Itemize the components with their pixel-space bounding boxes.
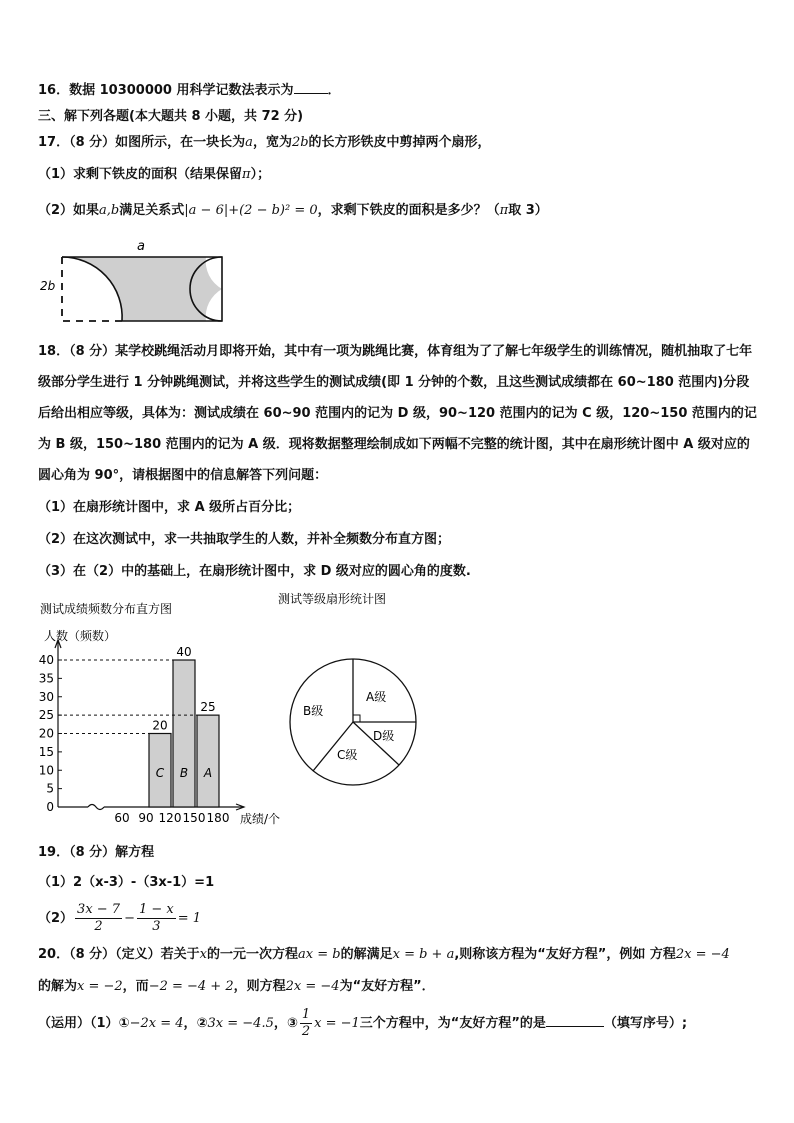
pie-label-a: A级 bbox=[366, 690, 387, 704]
var-2b: 2b bbox=[291, 135, 309, 150]
q19-part2 bbox=[38, 900, 201, 938]
var-ab: a,b bbox=[99, 203, 120, 218]
x-tick-label: 150 bbox=[182, 811, 206, 825]
q20-l3e: （填写序号）; bbox=[603, 1016, 688, 1031]
y-tick-label: 30 bbox=[38, 689, 54, 704]
var-x: x bbox=[199, 947, 208, 962]
equals-one: = 1 bbox=[177, 911, 202, 926]
fraction-half-denominator: 2 bbox=[301, 1024, 311, 1039]
eq-example-2: 2x = −4 bbox=[285, 979, 340, 994]
y-tick-label: 20 bbox=[38, 726, 54, 741]
q19-p2-label: （2） bbox=[38, 911, 74, 926]
q20-l1b: 的一元一次方程 bbox=[207, 947, 299, 962]
q18-part2: （2）在这次测试中，求一共抽取学生的人数，并补全频数分布直方图； bbox=[38, 532, 451, 547]
bar-value-label: 40 bbox=[176, 645, 192, 659]
answer-blank[interactable] bbox=[294, 93, 328, 94]
eq-example: 2x = −4 bbox=[675, 947, 730, 962]
q16-end: ． bbox=[327, 83, 341, 98]
fraction-1-numerator: 3x − 7 bbox=[77, 902, 121, 917]
pie-label-c: C级 bbox=[337, 748, 358, 762]
q18-body: 18．（8 分）某学校跳绳活动月即将开始，其中有一项为跳绳比赛，体育组为了了解七年级学生的训练情况，随机抽取了七年级部分学生进行 1 分钟跳绳测试，并将这些学生的测试成绩(即 1 分钟的个数，且这些测试成绩都在 60~180 范围内)分段后给出相应等级，具体为：测试成绩在 60~90 范围内的记为 D 级，90~120 范围内的记为 C 级，120~150 范围内的记为 B 级，150~180 范围内的记为 A 级．现将数据整理绘制成如下两幅不完整的统计图，其中在扇形统计图中 A 级对应的圆心角为 90°，请根据图中的信息解答下列问题： bbox=[38, 344, 757, 483]
bar-category-label: B bbox=[179, 766, 189, 780]
fraction-half-numerator: 1 bbox=[301, 1007, 311, 1022]
q17-stem-text: 17．（8 分）如图所示，在一块长为 bbox=[38, 135, 246, 150]
minus-sign: − bbox=[124, 911, 135, 926]
q17-part1 bbox=[38, 166, 270, 184]
fig-label-2b: 2b bbox=[40, 279, 56, 293]
q16-text: 16．数据 10300000 用科学记数法表示为 bbox=[38, 83, 294, 98]
eq-x-b-a: x = b + a bbox=[392, 947, 455, 962]
x-tick-label: 90 bbox=[138, 811, 154, 825]
q20-line3 bbox=[38, 1006, 687, 1042]
relation-formula: |a − 6|+(2 − b)² = 0 bbox=[184, 203, 318, 218]
q20-line2 bbox=[38, 978, 435, 996]
histogram-xlabel: 成绩/个 bbox=[240, 812, 281, 826]
q20-l1d: ,则称该方程为“友好方程”，例如 方程 bbox=[454, 947, 676, 962]
eq-check: −2 = −4 + 2 bbox=[148, 979, 234, 994]
bar-category-label: A bbox=[203, 766, 213, 780]
histogram-chart bbox=[30, 598, 300, 833]
q17-p2a: （2）如果 bbox=[38, 203, 100, 218]
q20-l1c: 的解满足 bbox=[340, 947, 393, 962]
fraction-2-numerator: 1 − x bbox=[138, 902, 174, 917]
q20-l3d: 三个方程中，为“友好方程”的是 bbox=[359, 1016, 546, 1031]
q18-part1: （1）在扇形统计图中，求 A 级所占百分比； bbox=[38, 500, 301, 515]
bar-value-label: 20 bbox=[152, 718, 168, 733]
right-angle-mark bbox=[353, 715, 360, 722]
bar-B bbox=[173, 660, 195, 807]
q17-p2b: 满足关系式 bbox=[119, 203, 185, 218]
x-tick-label: 60 bbox=[114, 811, 130, 825]
q20-l2a: 的解为 bbox=[38, 979, 78, 994]
eq-1: −2x = 4 bbox=[129, 1016, 184, 1031]
q17-part2 bbox=[38, 202, 548, 220]
pie-label-d: D级 bbox=[373, 729, 395, 743]
q20-l2b: ，而 bbox=[122, 979, 149, 994]
y-tick-label: 5 bbox=[46, 781, 54, 796]
y-tick-label: 35 bbox=[38, 671, 54, 686]
q16-line bbox=[38, 82, 341, 100]
eq-solution: x = −2 bbox=[77, 979, 123, 994]
histogram-ylabel: 人数（频数） bbox=[44, 629, 117, 643]
fraction-1-denominator: 2 bbox=[94, 919, 103, 934]
pi-symbol: π bbox=[242, 167, 251, 182]
bar-A bbox=[197, 715, 219, 807]
q18-part3: （3）在（2）中的基础上，在扇形统计图中，求 D 级对应的圆心角的度数. bbox=[38, 564, 471, 579]
eq-2: 3x = −4.5 bbox=[207, 1016, 274, 1031]
eq-3: x = −1 bbox=[314, 1016, 360, 1031]
x-tick-label: 180 bbox=[206, 811, 230, 825]
q17-figure bbox=[36, 235, 236, 330]
q17-p2c: ，求剩下铁皮的面积是多少？（ bbox=[317, 203, 500, 218]
section-heading: 三、解下列各题(本大题共 8 小题，共 72 分) bbox=[38, 109, 304, 124]
q17-p2d: 取 3） bbox=[508, 203, 548, 218]
q20-l2d: 为“友好方程”． bbox=[339, 979, 435, 994]
answer-blank-2[interactable] bbox=[546, 1026, 604, 1027]
pie-title: 测试等级扇形统计图 bbox=[278, 592, 387, 606]
shaded-region bbox=[62, 257, 222, 321]
y-tick-label: 40 bbox=[38, 653, 54, 667]
fraction-2 bbox=[137, 902, 176, 935]
fig-label-a: a bbox=[137, 239, 145, 254]
fraction-2-denominator: 3 bbox=[152, 919, 161, 934]
y-tick-label: 0 bbox=[46, 800, 54, 814]
q20-l2c: ，则方程 bbox=[233, 979, 286, 994]
q20-l1a: 20．（8 分）（定义）若关于 bbox=[38, 947, 200, 962]
bar-category-label: C bbox=[155, 766, 165, 780]
q20-line1 bbox=[38, 946, 730, 964]
histogram-bars bbox=[58, 645, 219, 807]
q20-l3b: ，② bbox=[183, 1016, 208, 1031]
axis-break bbox=[88, 805, 104, 810]
q17-mid: ，宽为 bbox=[252, 135, 292, 150]
y-tick-label: 15 bbox=[38, 744, 54, 759]
q17-p1a: （1）求剩下铁皮的面积（结果保留 bbox=[38, 167, 243, 182]
histogram-title: 测试成绩频数分布直方图 bbox=[40, 602, 173, 616]
fraction-1 bbox=[75, 902, 122, 935]
q17-stem bbox=[38, 134, 491, 152]
x-tick-label: 120 bbox=[158, 811, 182, 825]
q19-part1: （1）2（x-3）-（3x-1）=1 bbox=[38, 875, 215, 890]
q20-l3c: ，③ bbox=[273, 1016, 298, 1031]
fraction-half bbox=[300, 1007, 312, 1040]
bar-value-label: 25 bbox=[200, 700, 216, 715]
pie-label-b: B级 bbox=[303, 704, 324, 718]
var-a: a bbox=[245, 135, 253, 150]
q17-p1b: ）； bbox=[250, 167, 271, 182]
q17-tail: 的长方形铁皮中剪掉两个扇形， bbox=[308, 135, 491, 150]
pie-radius-lower-left bbox=[313, 722, 353, 771]
pi-symbol-2: π bbox=[499, 203, 509, 218]
q19-title: 19．（8 分）解方程 bbox=[38, 845, 155, 860]
y-tick-label: 10 bbox=[38, 763, 54, 778]
pie-chart bbox=[270, 585, 430, 800]
y-tick-label: 25 bbox=[38, 708, 54, 723]
q20-l3a: （运用）（1）① bbox=[38, 1016, 130, 1031]
eq-ax-b: ax = b bbox=[298, 947, 341, 962]
